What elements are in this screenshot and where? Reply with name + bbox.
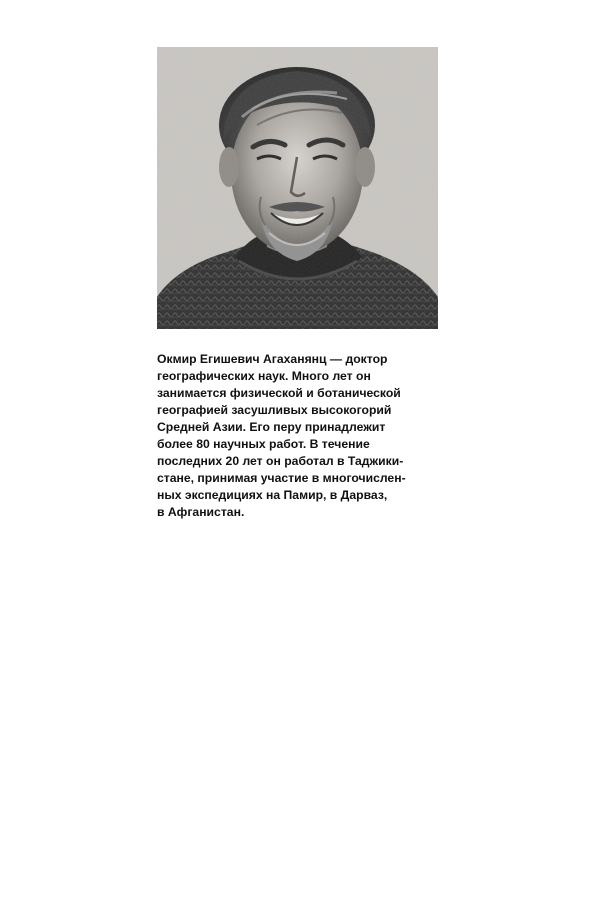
bio-line: ных экспедициях на Памир, в Дарваз, [157,488,388,502]
bio-line: географией засушливых высокогорий [157,403,392,417]
bio-line: в Афганистан. [157,505,245,519]
author-bio [157,351,422,521]
bio-line: стане, принимая участие в многочислен- [157,471,406,485]
bio-line: географических наук. Много лет он [157,369,371,383]
bio-line: последних 20 лет он работал в Таджики- [157,454,404,468]
bio-line: Средней Азии. Его перу принадлежит [157,420,386,434]
portrait-photo-icon [157,47,438,329]
bio-line: Окмир Егишевич Агаханянц — доктор [157,352,388,366]
bio-line: более 80 научных работ. В течение [157,437,370,451]
bio-line: занимается физической и ботанической [157,386,401,400]
author-portrait [157,47,438,329]
